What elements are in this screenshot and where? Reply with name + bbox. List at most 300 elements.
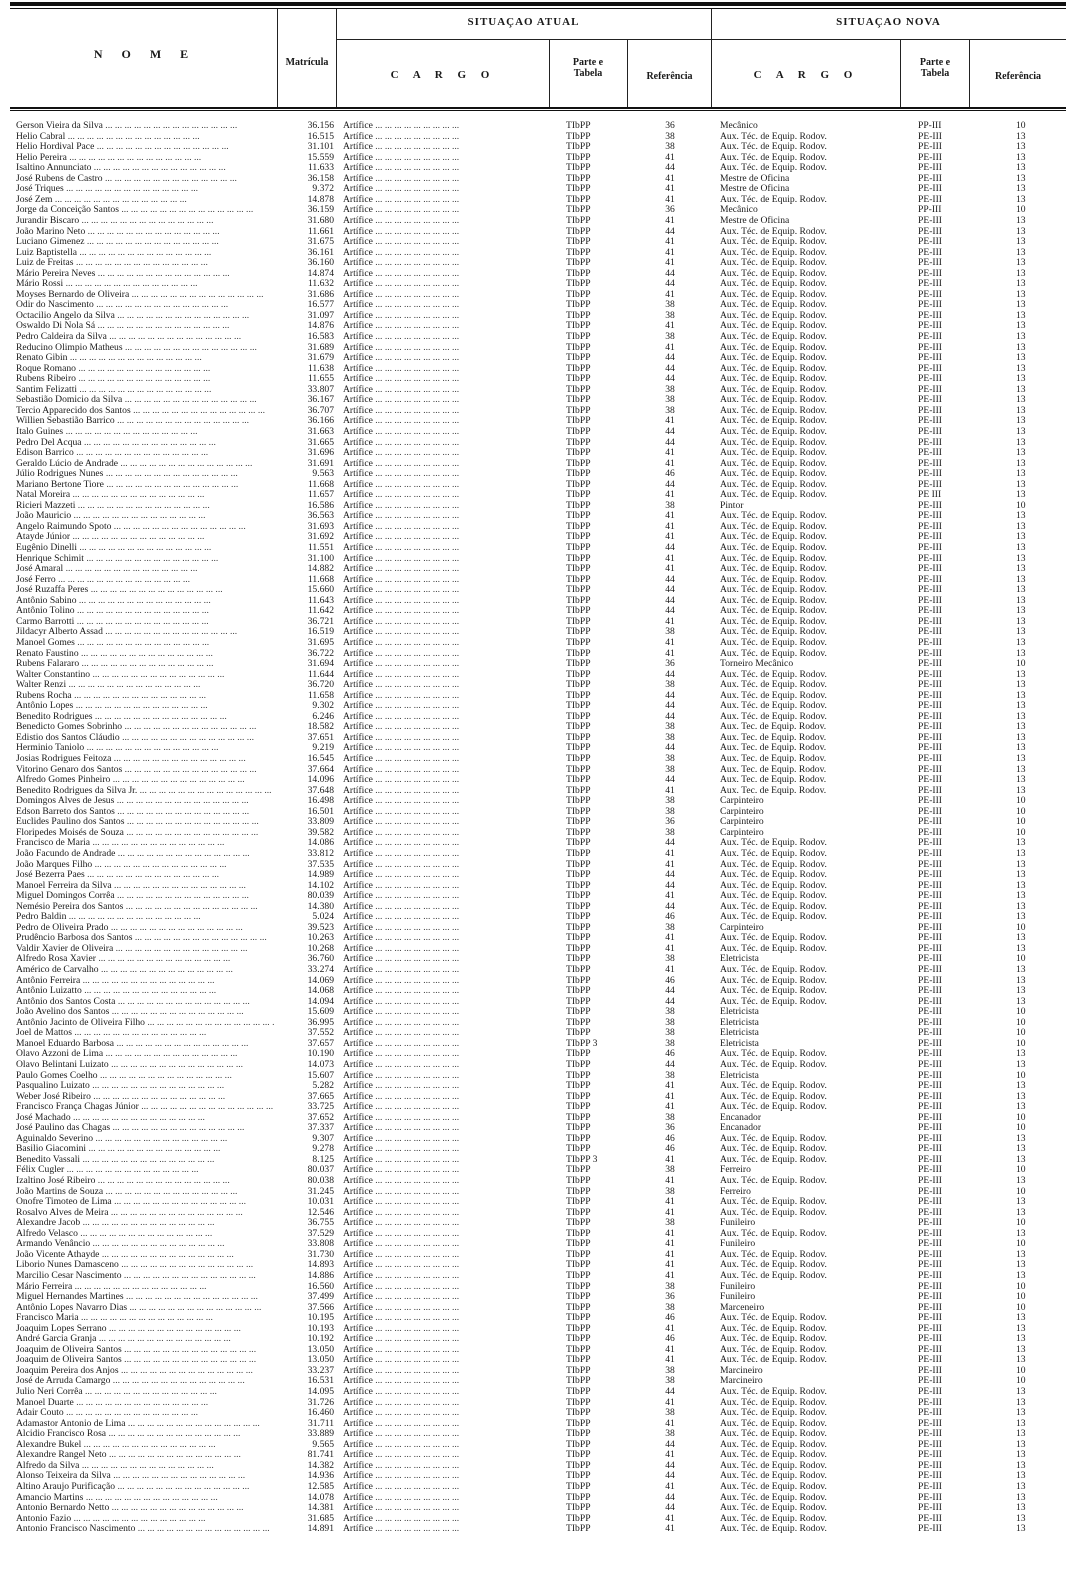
table-row [0,575,1070,586]
cell-parte-tabela-atual: TIbPP [566,711,591,722]
table-row [0,754,1070,765]
cell-parte-tabela-nova: PE-III [918,1239,942,1250]
cell-referencia-atual: 41 [665,1260,675,1271]
cell-nome: Moyses Bernardo de Oliveira ... . [16,290,274,301]
cell-referencia-atual: 41 [665,1524,675,1535]
table-row [0,385,1070,396]
cell-cargo-nova: Aux. Téc. de Equip. Rodov. [720,479,827,490]
cell-cargo-atual: Artífice ... . [343,838,548,849]
table-row [0,1187,1070,1198]
cell-parte-tabela-atual: TIbPP [566,1270,591,1281]
cell-matricula: 80.037 [307,1165,334,1176]
cell-referencia-nova: 13 [1016,1344,1026,1355]
cell-parte-tabela-nova: PE-III [918,743,942,754]
cell-matricula: 37.535 [307,859,334,870]
cell-parte-tabela-nova: PE-III [918,342,942,353]
table-row [0,490,1070,501]
cell-nome: João Marques Filho ... . [16,860,274,871]
cell-nome: Benedito Rodrigues ... . [16,712,274,723]
cell-matricula: 31.675 [307,237,334,248]
table-row [0,511,1070,522]
cell-nome: Paulo Gomes Coelho ... . [16,1071,274,1082]
table-row [0,132,1070,143]
cell-parte-tabela-atual: TIbPP [566,690,591,701]
cell-cargo-atual: Artífice ... . [343,1176,548,1187]
cell-parte-tabela-atual: TIbPP [566,637,591,648]
cell-parte-tabela-atual: TIbPP [566,1007,591,1018]
cell-cargo-atual: Artífice ... . [343,1408,548,1419]
cell-matricula: 16.545 [307,754,334,764]
cell-parte-tabela-nova: PE-III [918,1017,942,1028]
table-row [0,1303,1070,1314]
table-row [0,364,1070,375]
cell-referencia-nova: 13 [1016,1228,1026,1239]
cell-parte-tabela-nova: PE-III [918,1513,942,1524]
table-row [0,438,1070,449]
cell-matricula: 14.882 [307,564,334,575]
cell-matricula: 5.024 [312,912,334,923]
table-row [0,1176,1070,1187]
cell-referencia-atual: 41 [665,859,675,870]
cell-nome: Miguel Hernandes Martines ... . [16,1292,274,1303]
cell-cargo-atual: Artífice ... . [343,585,548,596]
cell-nome: Edison Barrico ... . [16,448,274,459]
cell-matricula: 31.097 [307,310,334,321]
cell-matricula: 8.125 [312,1154,334,1165]
cell-nome: Alexandre Rangel Neto ... . [16,1450,274,1461]
table-row [0,374,1070,385]
cell-referencia-nova: 10 [1016,1007,1026,1018]
cell-cargo-atual: Artífice ... . [343,933,548,944]
cell-parte-tabela-atual: TIbPP [566,1503,591,1514]
cell-nome: João Avelino dos Santos ... . [16,1007,274,1018]
cell-cargo-nova: Aux. Téc. de Equip. Rodov. [720,363,827,374]
cell-cargo-nova: Aux. Tec. de Equip. Rodov. [720,785,827,796]
cell-cargo-atual: Artífice ... . [343,1440,548,1451]
cell-referencia-nova: 13 [1016,1144,1026,1155]
table-row [0,184,1070,195]
cell-parte-tabela-nova: PE-III [918,1408,942,1419]
cell-parte-tabela-atual: TIbPP [566,194,591,205]
cell-parte-tabela-atual: TIbPP [566,184,591,195]
cell-referencia-nova: 13 [1016,1334,1026,1345]
cell-matricula: 31.691 [307,458,334,469]
cell-cargo-atual: Artífice ... . [343,891,548,902]
cell-nome: Amancio Martins ... . [16,1493,274,1504]
cell-parte-tabela-atual: TIbPP [566,521,591,532]
cell-referencia-nova: 13 [1016,1059,1026,1070]
cell-cargo-atual: Artífice ... . [343,659,548,670]
cell-referencia-nova: 13 [1016,912,1026,923]
cell-referencia-atual: 44 [665,426,675,437]
table-row [0,469,1070,480]
cell-cargo-nova: Aux. Téc. de Equip. Rodov. [720,152,827,163]
cell-parte-tabela-nova: PE-III [918,300,942,311]
cell-matricula: 15.609 [307,1007,334,1018]
cell-nome: Valdir Xavier de Oliveira ... . [16,944,274,955]
cell-nome: Vitorino Genaro dos Santos ... . [16,765,274,776]
cell-nome: Pasqualino Luizato ... . [16,1081,274,1092]
cell-nome: Armando Venâncio ... . [16,1239,274,1250]
cell-referencia-atual: 41 [665,1450,675,1461]
cell-nome: José Triques ... . [16,184,274,195]
cell-parte-tabela-nova: PE-III [918,1059,942,1070]
table-row [0,1387,1070,1398]
cell-cargo-atual: Artífice ... . [343,575,548,586]
cell-referencia-nova: 13 [1016,1260,1026,1271]
cell-parte-tabela-nova: PE-III [918,1112,942,1123]
cell-cargo-atual: Artífice ... . [343,1049,548,1060]
cell-matricula: 33.809 [307,817,334,828]
cell-cargo-nova: Aux. Téc. de Equip. Rodov. [720,553,827,564]
cell-matricula: 31.730 [307,1249,334,1260]
cell-cargo-atual: Artífice ... . [343,1345,548,1356]
cell-cargo-nova: Aux. Téc. de Equip. Rodov. [720,965,827,975]
cell-referencia-atual: 38 [665,1112,675,1123]
cell-referencia-atual: 44 [665,880,675,891]
cell-cargo-atual: Artífice ... . [343,817,548,828]
cell-matricula: 37.566 [307,1302,334,1313]
cell-cargo-nova: Pintor [720,500,744,511]
cell-cargo-atual: Artífice ... . [343,902,548,913]
cell-cargo-atual: Artífice ... . [343,311,548,322]
cell-parte-tabela-nova: PE-III [918,1218,942,1229]
cell-parte-tabela-atual: TIbPP [566,1207,591,1218]
cell-parte-tabela-atual: TIbPP [566,585,591,596]
cell-parte-tabela-atual: TIbPP [566,1397,591,1408]
cell-cargo-atual: Artífice ... . [343,997,548,1008]
cell-parte-tabela-nova: PE-III [918,1397,942,1408]
cell-parte-tabela-nova: PE-III [918,711,942,722]
cell-cargo-nova: Aux. Téc. de Equip. Rodov. [720,448,827,459]
cell-referencia-atual: 41 [665,553,675,564]
cell-matricula: 10.192 [307,1334,334,1345]
cell-parte-tabela-nova: PE-III [918,363,942,374]
cell-parte-tabela-nova: PE-III [918,659,942,670]
cell-matricula: 9.278 [312,1144,334,1155]
cell-nome: Júlio Rodrigues Nunes ... . [16,469,274,480]
cell-referencia-atual: 44 [665,363,675,374]
cell-parte-tabela-nova: PE-III [918,627,942,638]
cell-cargo-nova: Aux. Téc. de Equip. Rodov. [720,1091,827,1102]
cell-cargo-nova: Aux. Téc. de Equip. Rodov. [720,342,827,353]
cell-cargo-atual: Artífice ... . [343,606,548,617]
cell-referencia-nova: 13 [1016,458,1026,469]
cell-cargo-nova: Aux. Téc. de Equip. Rodov. [720,1524,827,1535]
cell-referencia-nova: 13 [1016,606,1026,617]
cell-referencia-nova: 13 [1016,996,1026,1007]
cell-nome: Helio Cabral ... . [16,132,274,143]
cell-referencia-atual: 46 [665,1133,675,1144]
cell-parte-tabela-atual: TIbPP [566,395,591,406]
cell-cargo-nova: Aux. Téc. de Equip. Rodov. [720,1176,827,1186]
cell-matricula: 18.582 [307,722,334,733]
cell-cargo-atual: Artífice ... . [343,416,548,427]
cell-parte-tabela-nova: PE-III [918,690,942,701]
cell-parte-tabela-atual: TIbPP 3 [566,1154,598,1165]
table-row [0,828,1070,839]
cell-matricula: 11.638 [307,363,334,374]
cell-matricula: 33.274 [307,965,334,975]
cell-matricula: 12.585 [307,1481,334,1492]
cell-parte-tabela-atual: TIbPP [566,943,591,954]
cell-cargo-atual: Artífice ... . [343,1398,548,1409]
cell-matricula: 11.658 [307,690,334,701]
cell-matricula: 36.720 [307,680,334,691]
cell-nome: Edson Barreto dos Santos ... . [16,807,274,818]
cell-cargo-nova: Carpinteiro [720,922,764,933]
cell-parte-tabela-nova: PE-III [918,1292,942,1303]
cell-referencia-atual: 41 [665,321,675,332]
cell-matricula: 15.559 [307,152,334,163]
cell-nome: Renato Faustino ... . [16,649,274,660]
table-row [0,1471,1070,1482]
table-row [0,532,1070,543]
cell-referencia-atual: 44 [665,1471,675,1482]
cell-referencia-nova: 13 [1016,595,1026,606]
cell-referencia-atual: 36 [665,121,675,131]
cell-referencia-nova: 13 [1016,764,1026,775]
cell-cargo-atual: Artífice ... . [343,279,548,290]
cell-cargo-atual: Artífice ... . [343,438,548,449]
table-row [0,1144,1070,1155]
cell-parte-tabela-atual: TIbPP [566,500,591,511]
cell-cargo-atual: Artífice ... . [343,1102,548,1113]
cell-matricula: 14.893 [307,1260,334,1271]
cell-parte-tabela-nova: PE-III [918,1144,942,1155]
cell-parte-tabela-nova: PE-III [918,1176,942,1186]
cell-matricula: 36.161 [307,247,334,258]
cell-cargo-nova: Aux. Téc. de Equip. Rodov. [720,226,827,237]
cell-parte-tabela-atual: TIbPP [566,1313,591,1324]
cell-matricula: 80.038 [307,1176,334,1186]
cell-cargo-nova: Aux. Téc. de Equip. Rodov. [720,1450,827,1461]
cell-parte-tabela-nova: PE-III [918,1007,942,1018]
table-row [0,1060,1070,1071]
cell-cargo-atual: Artífice ... . [343,300,548,311]
cell-parte-tabela-nova: PE-III [918,194,942,205]
cell-nome: Benedito Vassali ... . [16,1155,274,1166]
cell-cargo-nova: Aux. Téc. de Equip. Rodov. [720,426,827,437]
table-row [0,1398,1070,1409]
cell-parte-tabela-nova: PE-III [918,1070,942,1081]
cell-cargo-nova: Aux. Téc. de Equip. Rodov. [720,595,827,606]
cell-referencia-nova: 13 [1016,690,1026,701]
cell-cargo-nova: Ferreiro [720,1186,751,1197]
top-rule [10,2,1066,6]
cell-parte-tabela-atual: TIbPP [566,1355,591,1366]
cell-parte-tabela-atual: TIbPP [566,785,591,796]
table-row [0,459,1070,470]
table-row [0,1018,1070,1029]
cell-cargo-nova: Aux. Téc. de Equip. Rodov. [720,532,827,543]
cell-matricula: 14.876 [307,321,334,332]
cell-referencia-atual: 38 [665,131,675,142]
cell-cargo-atual: Artífice ... . [343,364,548,375]
cell-parte-tabela-nova: PE-III [918,933,942,944]
table-row [0,838,1070,849]
cell-matricula: 36.160 [307,258,334,269]
cell-nome: Prudêncio Barbosa dos Santos ... . [16,933,274,944]
cell-cargo-nova: Aux. Téc. de Equip. Rodov. [720,585,827,596]
cell-matricula: 16.460 [307,1408,334,1419]
cell-nome: Manoel Ferreira da Silva ... . [16,881,274,892]
cell-referencia-nova: 13 [1016,943,1026,954]
cell-nome: Adamastor Antonio de Lima ... . [16,1419,274,1430]
cell-parte-tabela-nova: PE-III [918,353,942,364]
cell-referencia-nova: 10 [1016,954,1026,965]
cell-cargo-nova: Aux. Téc. de Equip. Rodov. [720,669,827,680]
cell-nome: André Garcia Granja ... . [16,1334,274,1345]
cell-cargo-nova: Aux. Téc. de Equip. Rodov. [720,321,827,332]
cell-referencia-atual: 38 [665,1038,675,1049]
cell-parte-tabela-nova: PE-III [918,870,942,881]
cell-cargo-atual: Artífice ... . [343,638,548,649]
cell-referencia-atual: 41 [665,458,675,469]
cell-referencia-nova: 13 [1016,353,1026,364]
cell-referencia-atual: 44 [665,669,675,680]
cell-cargo-atual: Artífice ... . [343,1260,548,1271]
cell-nome: Joaquim Lopes Serrano ... . [16,1324,274,1335]
cell-cargo-atual: Artífice ... . [343,174,548,185]
table-row [0,649,1070,660]
cell-referencia-nova: 13 [1016,426,1026,437]
cell-referencia-atual: 41 [665,448,675,459]
cell-cargo-nova: Aux. Téc. de Equip. Rodov. [720,1418,827,1429]
cell-cargo-nova: Aux. Téc. de Equip. Rodov. [720,912,827,923]
cell-matricula: 36.722 [307,648,334,659]
cell-referencia-nova: 13 [1016,258,1026,269]
cell-referencia-atual: 44 [665,1492,675,1503]
cell-referencia-nova: 13 [1016,680,1026,691]
cell-nome: Antônio Ferreira ... . [16,976,274,987]
cell-parte-tabela-nova: PE-III [918,532,942,543]
cell-parte-tabela-nova: PE-III [918,954,942,965]
cell-referencia-atual: 38 [665,1281,675,1292]
cell-cargo-atual: Artífice ... . [343,1482,548,1493]
cell-referencia-atual: 41 [665,247,675,258]
cell-cargo-atual: Artífice ... . [343,1218,548,1229]
cell-parte-tabela-nova: PE-III [918,595,942,606]
cell-referencia-atual: 41 [665,943,675,954]
cell-referencia-nova: 13 [1016,637,1026,648]
cell-cargo-atual: Artífice ... . [343,448,548,459]
cell-parte-tabela-nova: PE-III [918,606,942,617]
cell-matricula: 11.643 [307,595,334,606]
cell-referencia-atual: 41 [665,1344,675,1355]
cell-cargo-atual: Artífice ... . [343,522,548,533]
cell-cargo-nova: Aux. Téc. de Equip. Rodov. [720,469,827,480]
cell-parte-tabela-nova: PE-III [918,1270,942,1281]
cell-referencia-atual: 38 [665,922,675,933]
cell-parte-tabela-atual: TIbPP [566,975,591,986]
cell-referencia-atual: 38 [665,500,675,511]
table-row [0,912,1070,923]
cell-cargo-atual: Artífice ... . [343,258,548,269]
cell-parte-tabela-atual: TIbPP [566,838,591,849]
cell-referencia-nova: 13 [1016,1249,1026,1260]
header-bottom-rule-thin [10,110,1066,111]
cell-referencia-atual: 38 [665,796,675,807]
cell-nome: João Facundo de Andrade ... . [16,849,274,860]
cell-referencia-nova: 13 [1016,891,1026,902]
cell-referencia-nova: 13 [1016,627,1026,638]
cell-referencia-atual: 41 [665,1176,675,1186]
cell-matricula: 14.096 [307,775,334,786]
cell-referencia-atual: 44 [665,595,675,606]
cell-cargo-nova: Aux. Téc. de Equip. Rodov. [720,416,827,427]
cell-parte-tabela-atual: TIbPP [566,1165,591,1176]
cell-parte-tabela-nova: PE-III [918,1471,942,1482]
cell-referencia-nova: 13 [1016,585,1026,596]
cell-nome: José Paulino das Chagas ... . [16,1123,274,1134]
cell-parte-tabela-atual: TIbPP [566,827,591,838]
cell-cargo-nova: Aux. Téc. de Equip. Rodov. [720,131,827,142]
cell-nome: Basilio Giacomini ... . [16,1144,274,1155]
header-situacao-atual: SITUAÇAO ATUAL [467,16,580,28]
table-row [0,1324,1070,1335]
cell-parte-tabela-nova: PE-III [918,912,942,923]
cell-cargo-atual: Artífice ... . [343,1282,548,1293]
cell-matricula: 9.219 [312,743,334,754]
cell-nome: João Mauricio ... . [16,511,274,522]
cell-parte-tabela-nova: PE-III [918,1355,942,1366]
cell-referencia-atual: 44 [665,711,675,722]
cell-cargo-nova: Aux. Téc. de Equip. Rodov. [720,1049,827,1060]
table-row [0,986,1070,997]
cell-cargo-nova: Aux. Téc. de Equip. Rodov. [720,247,827,258]
cell-parte-tabela-atual: TIbPP [566,1144,591,1155]
cell-matricula: 14.936 [307,1471,334,1482]
cell-matricula: 33.812 [307,848,334,859]
cell-referencia-nova: 13 [1016,332,1026,342]
cell-referencia-nova: 13 [1016,437,1026,448]
cell-referencia-nova: 13 [1016,848,1026,859]
cell-referencia-atual: 38 [665,300,675,311]
cell-referencia-atual: 44 [665,374,675,385]
cell-matricula: 11.657 [307,490,334,501]
subheader-rule-nova [711,39,1066,40]
cell-referencia-atual: 38 [665,1302,675,1313]
table-row [0,564,1070,575]
cell-cargo-nova: Aux. Tec. de Equip. Rodov. [720,732,827,743]
cell-parte-tabela-atual: TIbPP [566,405,591,416]
cell-referencia-nova: 13 [1016,1049,1026,1060]
cell-cargo-nova: Marceneiro [720,1302,765,1313]
cell-matricula: 14.886 [307,1270,334,1281]
cell-parte-tabela-atual: TIbPP [566,152,591,163]
cell-cargo-nova: Eletricista [720,1070,759,1081]
cell-parte-tabela-atual: TIbPP [566,469,591,480]
cell-nome: Aguinaldo Severino ... . [16,1134,274,1145]
cell-nome: Pedro Del Acqua ... . [16,438,274,449]
cell-matricula: 11.668 [307,574,334,585]
cell-cargo-nova: Funileiro [720,1239,756,1250]
table-row [0,1165,1070,1176]
table-row [0,891,1070,902]
cell-cargo-nova: Aux. Téc. de Equip. Rodov. [720,279,827,290]
cell-parte-tabela-atual: TIbPP [566,606,591,617]
cell-matricula: 11.642 [307,606,334,617]
cell-matricula: 31.692 [307,532,334,543]
table-row [0,1134,1070,1145]
cell-parte-tabela-nova: PE-III [918,226,942,237]
cell-parte-tabela-atual: TIbPP [566,1471,591,1482]
cell-cargo-atual: Artífice ... . [343,490,548,501]
cell-nome: Sebastião Domicio da Silva ... . [16,395,274,406]
cell-nome: Alfredo Velasco ... . [16,1229,274,1240]
cell-cargo-nova: Aux. Téc. de Equip. Rodov. [720,353,827,364]
